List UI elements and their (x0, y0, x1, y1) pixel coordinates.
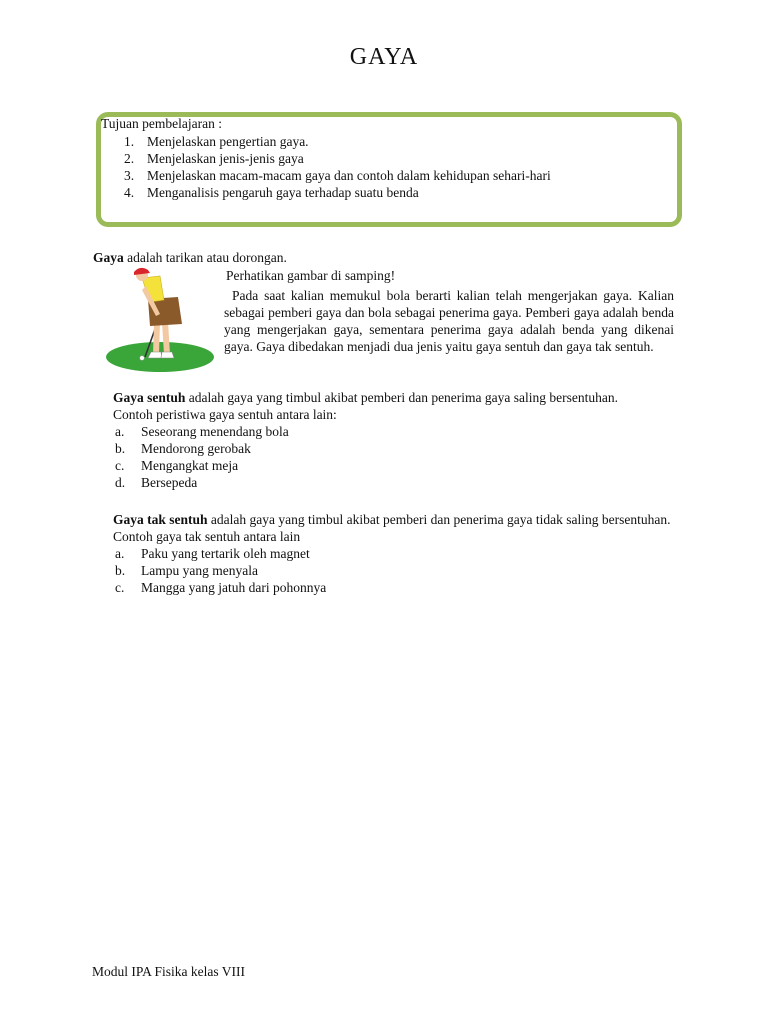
definition-term: Gaya (93, 250, 124, 265)
see-image-note: Perhatikan gambar di samping! (226, 268, 396, 283)
list-item (113, 579, 673, 596)
objective-text: Menjelaskan jenis-jenis gaya (147, 151, 304, 166)
list-item (113, 474, 673, 491)
page-footer: Modul IPA Fisika kelas VIII (92, 964, 246, 979)
objective-text: Menganalisis pengaruh gaya terhadap suatu benda (147, 185, 419, 200)
noncontact-examples-list (113, 545, 673, 596)
list-text: Paku yang tertarik oleh magnet (141, 546, 310, 561)
list-text: Lampu yang menyala (141, 563, 258, 578)
definition-text: adalah tarikan atau dorongan. (123, 250, 287, 265)
contact-force-section (113, 389, 673, 491)
list-item (113, 457, 673, 474)
list-item (113, 545, 673, 562)
list-letter: a. (115, 546, 125, 561)
page-title: GAYA (349, 44, 419, 70)
golfer-left-leg (153, 322, 160, 354)
list-letter: d. (115, 475, 126, 490)
objective-text: Menjelaskan pengertian gaya. (147, 134, 309, 149)
objective-number: 2. (124, 151, 135, 166)
list-letter: c. (115, 580, 125, 595)
noncontact-force-definition (113, 511, 673, 528)
noncontact-force-term: Gaya tak sentuh (113, 512, 208, 527)
noncontact-force-section (113, 511, 673, 596)
golf-ball (140, 356, 145, 361)
list-letter: b. (115, 441, 126, 456)
list-text: Mengangkat meja (141, 458, 239, 473)
list-item (113, 423, 673, 440)
list-text: Seseorang menendang bola (141, 424, 289, 439)
list-letter: c. (115, 458, 125, 473)
contact-force-text: adalah gaya yang timbul akibat pemberi dan penerima gaya saling bersentuhan. (185, 390, 618, 405)
contact-force-definition (113, 389, 673, 406)
objective-number: 4. (124, 185, 135, 200)
contact-force-term: Gaya sentuh (113, 390, 186, 405)
contact-examples-heading: Contoh peristiwa gaya sentuh antara lain: (113, 407, 337, 422)
list-text: Mangga yang jatuh dari pohonnya (141, 580, 327, 595)
list-item (113, 562, 673, 579)
objective-item (124, 184, 551, 201)
objectives-heading: Tujuan pembelajaran : (101, 116, 222, 131)
objectives-list (124, 133, 551, 201)
objective-text: Menjelaskan macam-macam gaya dan contoh dalam kehidupan sehari-hari (147, 168, 551, 183)
objective-item (124, 133, 551, 150)
objective-item (124, 167, 551, 184)
intro-paragraph: Pada saat kalian memukul bola berarti kalian telah mengerjakan gaya. Kalian sebagai pemberi gaya dan bola sebagai penerima gaya. Pemberi gaya adalah benda yang mengerjakan gaya, sementara penerima gaya adalah benda yang dikenai gaya. Gaya dibedakan menjadi dua jenis yaitu gaya sentuh dan gaya tak sentuh. (224, 288, 674, 354)
contact-examples-list (113, 423, 673, 491)
noncontact-force-text: adalah gaya yang timbul akibat pemberi dan penerima gaya tidak saling bersentuhan. (207, 512, 671, 527)
objective-number: 1. (124, 134, 135, 149)
list-letter: a. (115, 424, 125, 439)
golfer-right-shoe (161, 352, 174, 358)
noncontact-examples-heading: Contoh gaya tak sentuh antara lain (113, 529, 301, 544)
list-text: Mendorong gerobak (141, 441, 251, 456)
list-text: Bersepeda (141, 475, 198, 490)
golfer-illustration (104, 266, 216, 374)
objective-item (124, 150, 551, 167)
list-item (113, 440, 673, 457)
objective-number: 3. (124, 168, 135, 183)
list-letter: b. (115, 563, 126, 578)
force-definition (93, 250, 287, 266)
